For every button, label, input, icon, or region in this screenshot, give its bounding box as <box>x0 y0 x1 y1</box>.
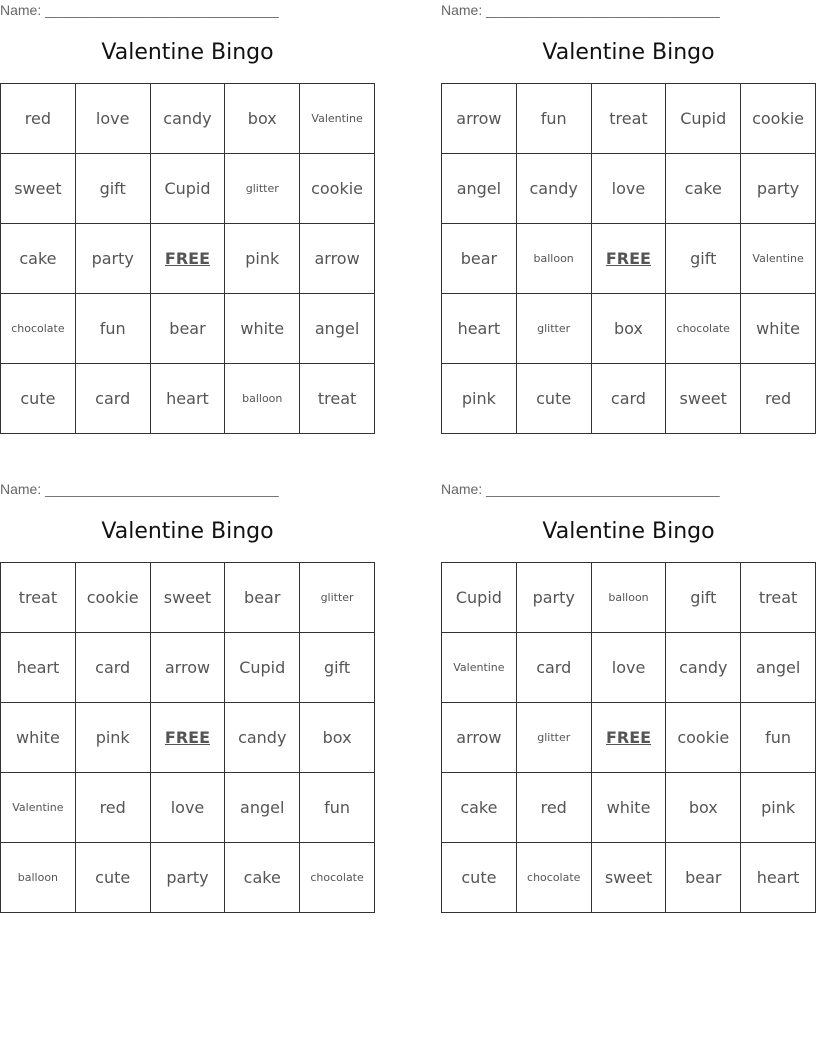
bingo-row <box>442 633 816 703</box>
bingo-cell: cookie <box>666 703 741 773</box>
bingo-cell: heart <box>1 633 76 703</box>
bingo-cell: fun <box>75 294 150 364</box>
bingo-row <box>442 364 816 434</box>
bingo-cell: card <box>591 364 666 434</box>
bingo-row <box>442 563 816 633</box>
bingo-cell: sweet <box>150 563 225 633</box>
bingo-cell: white <box>741 294 816 364</box>
free-space-cell: FREE <box>150 224 225 294</box>
bingo-cell: love <box>591 154 666 224</box>
bingo-cell: gift <box>300 633 375 703</box>
bingo-cell: red <box>516 773 591 843</box>
bingo-cell: heart <box>150 364 225 434</box>
bingo-cell: candy <box>225 703 300 773</box>
bingo-row <box>1 364 375 434</box>
bingo-cell: balloon <box>591 563 666 633</box>
bingo-cell: angel <box>300 294 375 364</box>
bingo-cell: cookie <box>300 154 375 224</box>
bingo-cell: bear <box>666 843 741 913</box>
bingo-cell: pink <box>741 773 816 843</box>
name-field-label: Name: ______________________________ <box>0 2 279 18</box>
bingo-cell: party <box>741 154 816 224</box>
bingo-cell: cookie <box>741 84 816 154</box>
bingo-grid <box>441 83 816 434</box>
bingo-cell: Cupid <box>150 154 225 224</box>
bingo-cell: bear <box>150 294 225 364</box>
bingo-row <box>1 563 375 633</box>
card-title: Valentine Bingo <box>101 40 274 65</box>
bingo-cell: Valentine <box>442 633 517 703</box>
bingo-cell: love <box>150 773 225 843</box>
bingo-cell: cake <box>1 224 76 294</box>
bingo-cell: party <box>75 224 150 294</box>
bingo-row <box>1 773 375 843</box>
bingo-cell: box <box>300 703 375 773</box>
bingo-cell: gift <box>666 224 741 294</box>
bingo-cell: angel <box>225 773 300 843</box>
bingo-cell: fun <box>516 84 591 154</box>
bingo-cell: love <box>591 633 666 703</box>
bingo-cell: Valentine <box>741 224 816 294</box>
bingo-row <box>1 154 375 224</box>
bingo-row <box>1 84 375 154</box>
bingo-cell: cookie <box>75 563 150 633</box>
bingo-cell: chocolate <box>1 294 76 364</box>
bingo-cell: gift <box>75 154 150 224</box>
bingo-cell: cute <box>442 843 517 913</box>
bingo-cell: chocolate <box>666 294 741 364</box>
bingo-cell: cake <box>225 843 300 913</box>
card-title: Valentine Bingo <box>542 519 715 544</box>
free-space-cell: FREE <box>150 703 225 773</box>
bingo-row <box>442 843 816 913</box>
card-title: Valentine Bingo <box>101 519 274 544</box>
bingo-row <box>442 703 816 773</box>
bingo-row <box>442 84 816 154</box>
bingo-cell: glitter <box>516 294 591 364</box>
bingo-cell: cute <box>1 364 76 434</box>
bingo-cell: sweet <box>666 364 741 434</box>
bingo-row <box>442 224 816 294</box>
bingo-cell: box <box>666 773 741 843</box>
bingo-cell: love <box>75 84 150 154</box>
bingo-cell: arrow <box>150 633 225 703</box>
bingo-cell: white <box>591 773 666 843</box>
bingo-cell: Cupid <box>666 84 741 154</box>
bingo-cell: chocolate <box>300 843 375 913</box>
bingo-cell: Cupid <box>442 563 517 633</box>
bingo-cell: white <box>225 294 300 364</box>
bingo-row <box>442 154 816 224</box>
bingo-row <box>1 703 375 773</box>
bingo-cell: party <box>150 843 225 913</box>
bingo-cell: glitter <box>225 154 300 224</box>
bingo-cell: treat <box>741 563 816 633</box>
bingo-cell: arrow <box>442 703 517 773</box>
bingo-cell: fun <box>300 773 375 843</box>
bingo-cell: chocolate <box>516 843 591 913</box>
bingo-cell: cute <box>75 843 150 913</box>
bingo-cell: arrow <box>300 224 375 294</box>
bingo-cell: Valentine <box>1 773 76 843</box>
bingo-cell: card <box>75 364 150 434</box>
bingo-cell: box <box>225 84 300 154</box>
bingo-cell: cute <box>516 364 591 434</box>
bingo-cell: bear <box>442 224 517 294</box>
bingo-cell: party <box>516 563 591 633</box>
bingo-cell: pink <box>75 703 150 773</box>
bingo-cell: balloon <box>1 843 76 913</box>
bingo-cell: treat <box>591 84 666 154</box>
bingo-cell: balloon <box>516 224 591 294</box>
bingo-cell: gift <box>666 563 741 633</box>
name-field-label: Name: ______________________________ <box>441 2 720 18</box>
bingo-row <box>1 843 375 913</box>
bingo-cell: pink <box>225 224 300 294</box>
bingo-cell: cake <box>666 154 741 224</box>
free-space-cell: FREE <box>591 224 666 294</box>
bingo-cell: heart <box>741 843 816 913</box>
bingo-cell: cake <box>442 773 517 843</box>
bingo-cell: glitter <box>300 563 375 633</box>
bingo-cell: pink <box>442 364 517 434</box>
bingo-cell: red <box>741 364 816 434</box>
bingo-cell: arrow <box>442 84 517 154</box>
bingo-cell: angel <box>741 633 816 703</box>
bingo-grid <box>0 83 375 434</box>
free-space-cell: FREE <box>591 703 666 773</box>
bingo-cell: candy <box>150 84 225 154</box>
bingo-cell: red <box>1 84 76 154</box>
bingo-row <box>1 294 375 364</box>
bingo-cell: sweet <box>591 843 666 913</box>
bingo-cell: sweet <box>1 154 76 224</box>
card-title: Valentine Bingo <box>542 40 715 65</box>
bingo-cell: candy <box>666 633 741 703</box>
bingo-cell: balloon <box>225 364 300 434</box>
bingo-cell: Cupid <box>225 633 300 703</box>
bingo-cell: fun <box>741 703 816 773</box>
bingo-cell: Valentine <box>300 84 375 154</box>
bingo-cell: treat <box>300 364 375 434</box>
bingo-row <box>442 294 816 364</box>
bingo-cell: glitter <box>516 703 591 773</box>
bingo-cell: heart <box>442 294 517 364</box>
bingo-row <box>1 224 375 294</box>
bingo-cell: angel <box>442 154 517 224</box>
bingo-cell: bear <box>225 563 300 633</box>
bingo-cell: red <box>75 773 150 843</box>
bingo-cell: white <box>1 703 76 773</box>
bingo-grid <box>441 562 816 913</box>
name-field-label: Name: ______________________________ <box>0 481 279 497</box>
name-field-label: Name: ______________________________ <box>441 481 720 497</box>
bingo-cell: box <box>591 294 666 364</box>
bingo-cell: card <box>516 633 591 703</box>
bingo-grid <box>0 562 375 913</box>
bingo-cell: candy <box>516 154 591 224</box>
bingo-cell: card <box>75 633 150 703</box>
bingo-row <box>442 773 816 843</box>
bingo-cell: treat <box>1 563 76 633</box>
bingo-row <box>1 633 375 703</box>
